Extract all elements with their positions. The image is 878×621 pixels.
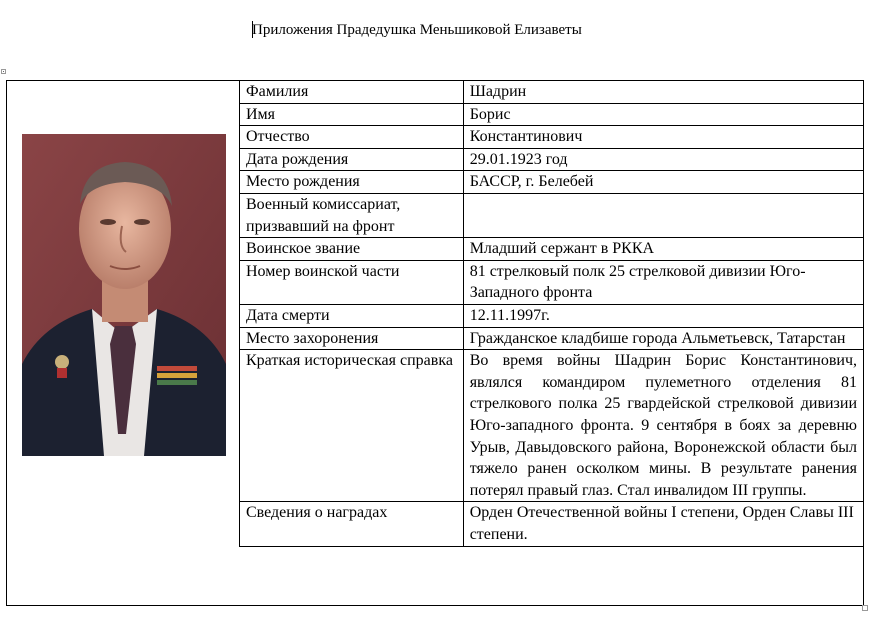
table-row	[240, 193, 864, 237]
row-value: БАССР, г. Белебей	[463, 171, 863, 194]
biography-table	[239, 80, 864, 547]
row-value: Шадрин	[463, 81, 863, 104]
table-row	[240, 103, 864, 126]
table-row	[240, 327, 864, 350]
row-label: Фамилия	[240, 81, 464, 104]
row-value: Борис	[463, 103, 863, 126]
row-value: Во время войны Шадрин Борис Константинович, являлся командиром пулеметного отделения 81 стрелкового полка 25 гвардейской стрелковой дивизии Юго-западного фронта. 9 сентября в боях за деревню Урыв, Давыдовского района, Воронежской области был тяжело ранен осколком мины. В результате ранения потерял правый глаз. Стал инвалидом III группы.	[463, 350, 863, 502]
row-value: Младший сержант в РККА	[463, 238, 863, 261]
row-label: Место рождения	[240, 171, 464, 194]
row-value: 12.11.1997г.	[463, 304, 863, 327]
table-resize-handle-icon[interactable]	[862, 605, 868, 611]
table-row	[240, 171, 864, 194]
table-move-handle-icon[interactable]	[1, 69, 6, 74]
table-row	[240, 350, 864, 502]
document-title: Приложения Прадедушка Меньшиковой Елизаветы	[252, 22, 582, 38]
row-label: Сведения о наградах	[240, 502, 464, 547]
row-value: 29.01.1923 год	[463, 148, 863, 171]
table-row	[240, 81, 864, 104]
row-label: Краткая историческая справка	[240, 350, 464, 502]
table-row	[240, 126, 864, 149]
row-value	[463, 193, 863, 237]
row-value: Гражданское кладбише города Альметьевск, Татарстан	[463, 327, 863, 350]
row-label: Номер воинской части	[240, 260, 464, 304]
row-label: Воинское звание	[240, 238, 464, 261]
portrait-photo	[22, 134, 226, 456]
table-row	[240, 260, 864, 304]
table-row	[240, 304, 864, 327]
row-label: Дата рождения	[240, 148, 464, 171]
table-row	[240, 502, 864, 547]
table-row	[240, 238, 864, 261]
row-label: Отчество	[240, 126, 464, 149]
row-label: Военный комиссариат, призвавший на фронт	[240, 193, 464, 237]
table-row	[240, 148, 864, 171]
row-label: Дата смерти	[240, 304, 464, 327]
row-label: Имя	[240, 103, 464, 126]
row-label: Место захоронения	[240, 327, 464, 350]
row-value: Константинович	[463, 126, 863, 149]
row-value: 81 стрелковый полк 25 стрелковой дивизии Юго-Западного фронта	[463, 260, 863, 304]
row-value: Орден Отечественной войны I степени, Орден Славы III степени.	[463, 502, 863, 547]
